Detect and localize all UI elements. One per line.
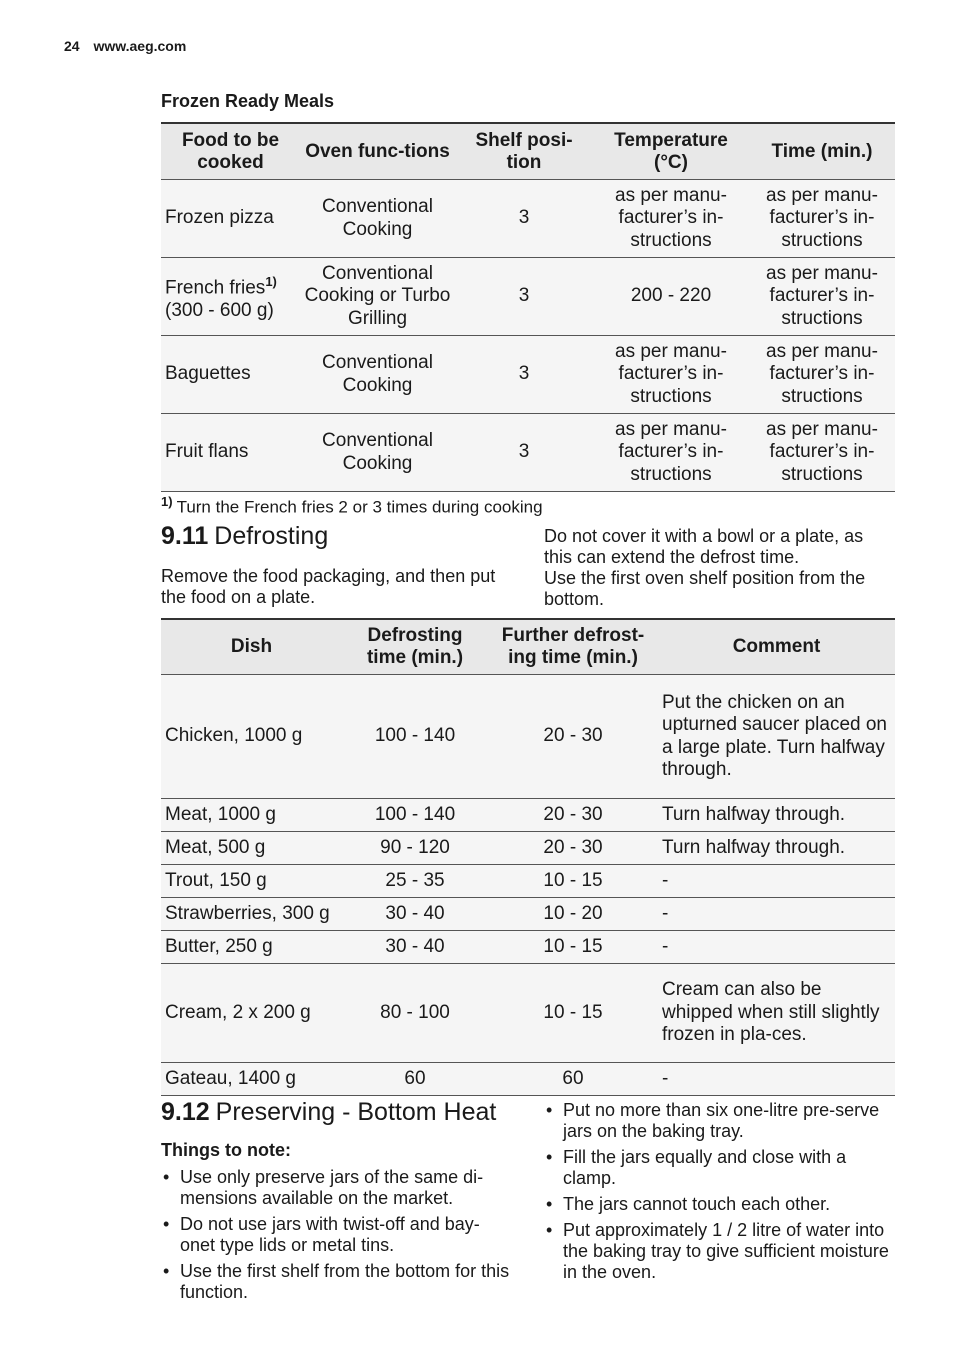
list-item: • Do not use jars with twist-off and bay-onet type lids or metal tins. [161, 1214, 511, 1256]
time-cell: as per manu-facturer’s in-structions [749, 414, 895, 492]
table-footnote [161, 494, 543, 518]
time-cell: as per manu-facturer’s in-structions [749, 180, 895, 258]
shelf-cell: 3 [455, 336, 593, 414]
footnote-text: Turn the French fries 2 or 3 times during cooking [176, 497, 543, 517]
further-time-cell: 10 - 15 [488, 865, 658, 898]
list-item: • Fill the jars equally and close with a clamp. [544, 1147, 894, 1189]
dish-cell: Meat, 1000 g [161, 799, 342, 832]
shelf-cell: 3 [455, 414, 593, 492]
food-cell: Baguettes [161, 336, 300, 414]
defrost-time-cell: 25 - 35 [342, 865, 488, 898]
table-row [161, 931, 895, 964]
time-cell: as per manu-facturer’s in-structions [749, 336, 895, 414]
dish-cell: Chicken, 1000 g [161, 675, 342, 799]
column-header: Oven func-tions [300, 123, 455, 180]
defrosting-intro-right [544, 526, 896, 610]
column-header: Shelf posi-tion [455, 123, 593, 180]
table-row [161, 832, 895, 865]
dish-cell: Strawberries, 300 g [161, 898, 342, 931]
table-header-row [161, 619, 895, 675]
table-row [161, 898, 895, 931]
further-time-cell: 10 - 15 [488, 964, 658, 1063]
further-time-cell: 10 - 20 [488, 898, 658, 931]
defrosting-intro-left: Remove the food packaging, and then put the food on a plate. [161, 566, 496, 607]
temperature-cell: 200 - 220 [593, 258, 749, 336]
food-name: French fries [165, 277, 266, 299]
frozen-meals-title: Frozen Ready Meals [161, 91, 335, 111]
further-time-cell: 20 - 30 [488, 675, 658, 799]
footnote-ref: 1) [265, 273, 277, 289]
defrosting-note-1: Do not cover it with a bowl or a plate, as this can extend the defrost time. [544, 526, 864, 567]
site-url: www.aeg.com [93, 38, 187, 54]
defrost-time-cell: 30 - 40 [342, 931, 488, 964]
list-item: • Put no more than six one-litre pre-serve jars on the baking tray. [544, 1100, 894, 1142]
column-header: Temperature (°C) [593, 123, 749, 180]
comment-cell: Put the chicken on an upturned saucer placed on a large plate. Turn halfway through. [658, 675, 895, 799]
temperature-cell: as per manu-facturer’s in-structions [593, 180, 749, 258]
table-row [161, 675, 895, 799]
defrosting-heading [161, 522, 328, 551]
table-row [161, 865, 895, 898]
shelf-cell: 3 [455, 180, 593, 258]
table-row [161, 964, 895, 1063]
table-row [161, 180, 895, 258]
column-header: Further defrost-ing time (min.) [488, 619, 658, 675]
list-item: • Use the first shelf from the bottom for this function. [161, 1261, 511, 1303]
section-title: Defrosting [214, 522, 329, 550]
temperature-cell: as per manu-facturer’s in-structions [593, 336, 749, 414]
table-header-row [161, 123, 895, 180]
function-cell: Conventional Cooking [300, 180, 455, 258]
page-header [64, 38, 196, 54]
dish-cell: Cream, 2 x 200 g [161, 964, 342, 1063]
function-cell: Conventional Cooking or Turbo Grilling [300, 258, 455, 336]
section-number: 9.11 [161, 522, 209, 550]
further-time-cell: 20 - 30 [488, 799, 658, 832]
function-cell: Conventional Cooking [300, 336, 455, 414]
frozen-meals-table [161, 122, 895, 492]
comment-cell: - [658, 931, 895, 964]
defrost-time-cell: 60 [342, 1063, 488, 1096]
food-cell: Fruit flans [161, 414, 300, 492]
section-title: Preserving - Bottom Heat [215, 1098, 497, 1126]
table-row [161, 336, 895, 414]
footnote-mark: 1) [161, 494, 173, 509]
things-to-note-label: Things to note: [161, 1140, 291, 1160]
dish-cell: Trout, 150 g [161, 865, 342, 898]
preserving-notes-left [161, 1167, 511, 1308]
preserving-heading [161, 1098, 496, 1127]
list-item: • Use only preserve jars of the same di-mensions available on the market. [161, 1167, 511, 1209]
defrost-time-cell: 100 - 140 [342, 799, 488, 832]
preserving-notes-right [544, 1100, 894, 1288]
defrosting-note-2: Use the first oven shelf position from the bottom. [544, 568, 866, 609]
table-row [161, 1063, 895, 1096]
comment-cell: Turn halfway through. [658, 832, 895, 865]
defrosting-table [161, 618, 895, 1096]
food-weight: (300 - 600 g) [165, 299, 274, 321]
food-cell: Frozen pizza [161, 180, 300, 258]
column-header: Dish [161, 619, 342, 675]
table-row [161, 799, 895, 832]
column-header: Comment [658, 619, 895, 675]
defrost-time-cell: 80 - 100 [342, 964, 488, 1063]
comment-cell: Cream can also be whipped when still slightly frozen in pla-ces. [658, 964, 895, 1063]
defrost-time-cell: 30 - 40 [342, 898, 488, 931]
table-row [161, 258, 895, 336]
column-header: Defrosting time (min.) [342, 619, 488, 675]
dish-cell: Meat, 500 g [161, 832, 342, 865]
list-item: • Put approximately 1 / 2 litre of water into the baking tray to give sufficient moisture in the oven. [544, 1220, 894, 1283]
defrost-time-cell: 100 - 140 [342, 675, 488, 799]
time-cell: as per manu-facturer’s in-structions [749, 258, 895, 336]
dish-cell: Butter, 250 g [161, 931, 342, 964]
table-row [161, 414, 895, 492]
comment-cell: Turn halfway through. [658, 799, 895, 832]
further-time-cell: 60 [488, 1063, 658, 1096]
list-item: • The jars cannot touch each other. [544, 1194, 894, 1215]
dish-cell: Gateau, 1400 g [161, 1063, 342, 1096]
shelf-cell: 3 [455, 258, 593, 336]
food-cell [161, 258, 300, 336]
column-header: Time (min.) [749, 123, 895, 180]
comment-cell: - [658, 1063, 895, 1096]
page-number: 24 [64, 38, 80, 54]
temperature-cell: as per manu-facturer’s in-structions [593, 414, 749, 492]
section-number: 9.12 [161, 1098, 210, 1126]
defrost-time-cell: 90 - 120 [342, 832, 488, 865]
comment-cell: - [658, 898, 895, 931]
further-time-cell: 20 - 30 [488, 832, 658, 865]
comment-cell: - [658, 865, 895, 898]
column-header: Food to be cooked [161, 123, 300, 180]
function-cell: Conventional Cooking [300, 414, 455, 492]
further-time-cell: 10 - 15 [488, 931, 658, 964]
